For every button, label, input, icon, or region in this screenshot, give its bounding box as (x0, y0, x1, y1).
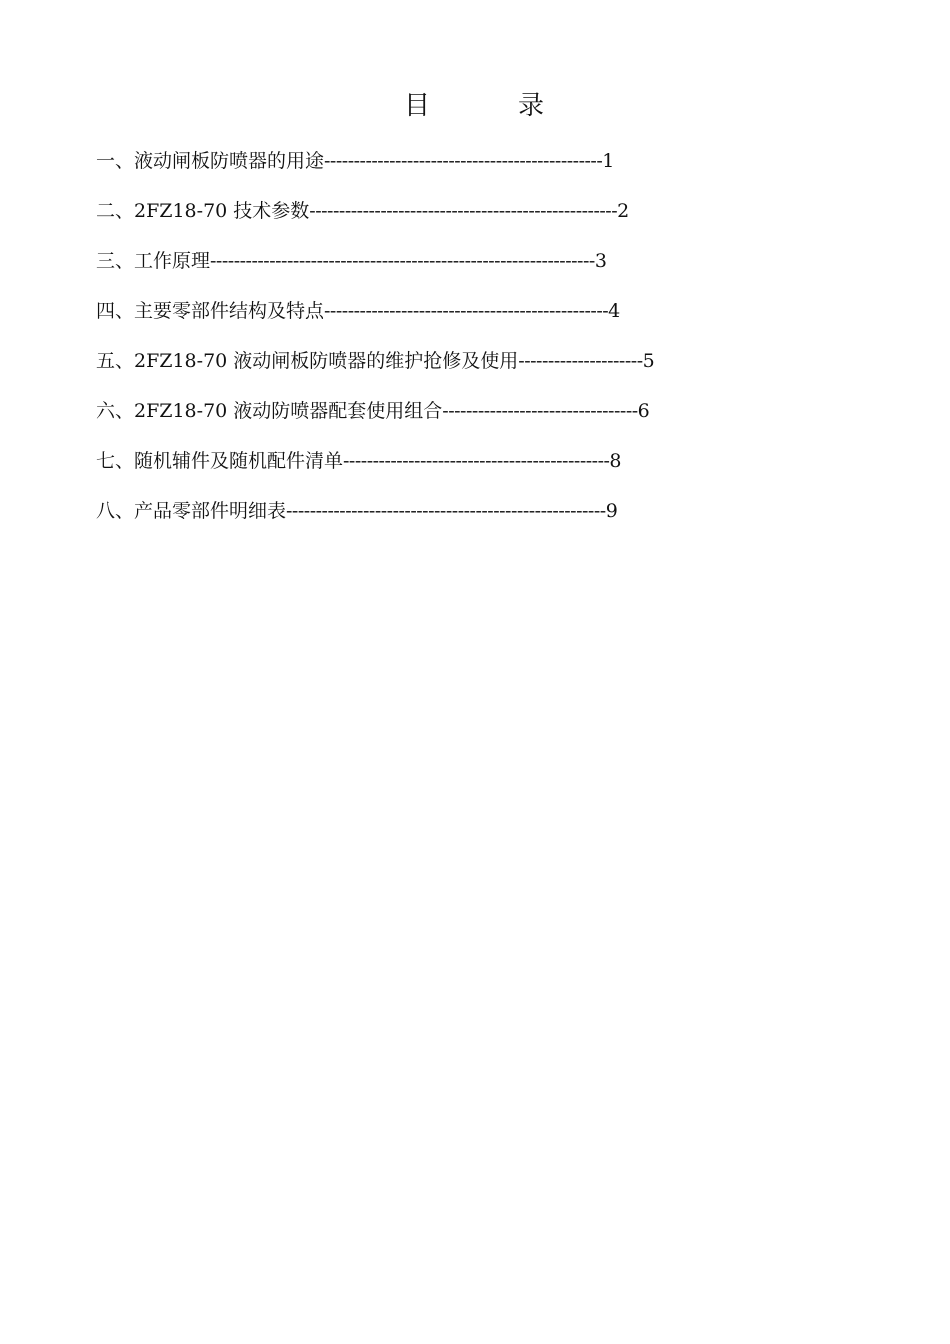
toc-entry-leader: --------------------- (518, 350, 643, 372)
toc-title-char-2: 录 (518, 91, 547, 121)
toc-entry-page: 1 (602, 150, 615, 172)
toc-entry-6[interactable] (96, 396, 756, 446)
toc-entry-leader: --------------------------------------------- (343, 450, 610, 472)
toc-entry-label: 二、2FZ18-70 技术参数 (96, 200, 310, 222)
toc-entry-leader: ------------------------------------------------ (324, 300, 609, 322)
toc-entry-page: 4 (608, 300, 621, 322)
toc-entry-leader: ----------------------------------------------- (324, 150, 603, 172)
toc-entry-page: 5 (642, 350, 655, 372)
toc-entry-leader: --------------------------------- (442, 400, 638, 422)
toc-entry-page: 2 (617, 200, 630, 222)
toc-entry-label: 四、主要零部件结构及特点 (96, 300, 325, 322)
toc-entry-8[interactable] (96, 496, 756, 546)
toc-entry-leader: ------------------------------------------------------ (286, 500, 606, 522)
toc-entry-1[interactable] (96, 146, 756, 196)
toc-title (0, 88, 950, 124)
toc-entry-3[interactable] (96, 246, 756, 296)
toc-entry-page: 9 (605, 500, 618, 522)
toc-entry-page: 3 (594, 250, 607, 272)
toc-entry-4[interactable] (96, 296, 756, 346)
toc-entry-page: 8 (609, 450, 622, 472)
toc-entry-label: 一、液动闸板防喷器的用途 (96, 150, 325, 172)
toc-entry-label: 五、2FZ18-70 液动闸板防喷器的维护抢修及使用 (96, 350, 519, 372)
toc-entry-label: 三、工作原理 (96, 250, 211, 272)
toc-entry-7[interactable] (96, 446, 756, 496)
toc-entry-page: 6 (637, 400, 650, 422)
toc-entry-leader: ---------------------------------------------------- (309, 200, 618, 222)
toc-entry-2[interactable] (96, 196, 756, 246)
toc-title-char-1: 目 (403, 91, 432, 121)
toc-entry-5[interactable] (96, 346, 756, 396)
toc-list (96, 146, 756, 546)
toc-entry-label: 七、随机辅件及随机配件清单 (96, 450, 344, 472)
toc-entry-leader: ----------------------------------------------------------------- (210, 250, 595, 272)
toc-entry-label: 六、2FZ18-70 液动防喷器配套使用组合 (96, 400, 443, 422)
toc-entry-label: 八、产品零部件明细表 (96, 500, 287, 522)
